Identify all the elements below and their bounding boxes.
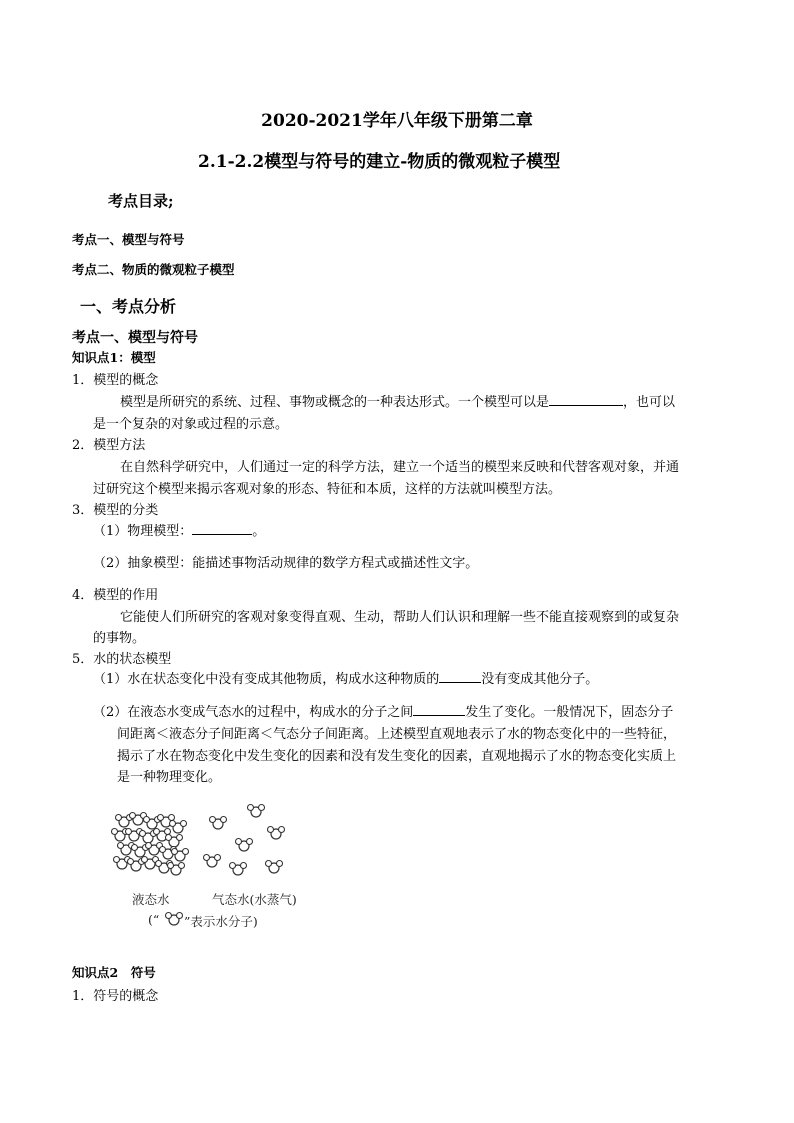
item4-title: 4．模型的作用 — [72, 588, 159, 603]
section-heading: 一、考点分析 — [80, 297, 177, 316]
toc-item-2: 考点二、物质的微观粒子模型 — [72, 262, 235, 277]
item2-title: 2．模型方法 — [72, 438, 146, 453]
item1-text-line2: 是一个复杂的对象或过程的示意。 — [93, 417, 289, 432]
toc-heading: 考点目录; — [108, 192, 174, 210]
item5-sub2-line3: 揭示了水在物态变化中发生变化的因素和没有发生变化的因素，直观地揭示了水的物态变化实质上 — [117, 749, 677, 764]
item5-sub2-a: （2）在液态水变成气态水的过程中，构成水的分子之间 — [93, 705, 414, 720]
toc-item-1: 考点一、模型与符号 — [72, 232, 185, 247]
item5-sub2-b: 发生了变化。一般情况下，固态分子 — [465, 705, 674, 720]
item5-sub1 — [93, 668, 598, 687]
item2-text-line1: 在自然科学研究中，人们通过一定的科学方法，建立一个适当的模型来反映和代替客观对象，并通 — [120, 460, 680, 475]
water-state-figure — [108, 800, 318, 935]
page-subtitle: 2.1-2.2模型与符号的建立-物质的微观粒子模型 — [198, 152, 561, 172]
water-molecule-icon — [166, 913, 183, 926]
item1-text-a: 模型是所研究的系统、过程、事物或概念的一种表达形式。一个模型可以是 — [120, 395, 550, 410]
item3-sub2: （2）抽象模型：能描述事物活动规律的数学方程式或描述性文字。 — [93, 556, 479, 571]
item5-sub2-line2: 间距离＜液态分子间距离＜气态分子间距离。上述模型直观地表示了水的物态变化中的一些特征， — [117, 727, 677, 742]
item5-sub1-a: （1）水在状态变化中没有变成其他物质，构成水这种物质的 — [93, 672, 440, 687]
gas-water-molecules — [204, 805, 285, 876]
fill-blank-4[interactable] — [413, 702, 465, 716]
item5-sub1-b: 没有变成其他分子。 — [481, 672, 599, 687]
item1-text-line1 — [120, 391, 675, 410]
fill-blank-2[interactable] — [192, 521, 252, 535]
item5-sub2-line1 — [93, 701, 673, 720]
kp2-title: 知识点2 符号 — [72, 965, 156, 980]
section1-title: 考点一、模型与符号 — [72, 330, 198, 346]
item2-text-line2: 过研究这个模型来揭示客观对象的形态、特征和本质，这样的方法就叫模型方法。 — [93, 482, 562, 497]
kp1-title: 知识点1：模型 — [72, 350, 156, 365]
item4-text-line1: 它能使人们所研究的客观对象变得直观、生动，帮助人们认识和理解一些不能直接观察到的或复杂 — [120, 610, 680, 625]
fill-blank-3[interactable] — [439, 669, 481, 683]
label-gas-water: 气态水(水蒸气) — [212, 892, 297, 907]
item3-title: 3．模型的分类 — [72, 503, 159, 518]
item3-sub1-a: （1）物理模型： — [93, 524, 193, 539]
figure-caption-a: (“ — [148, 912, 160, 927]
fill-blank-1[interactable] — [549, 392, 623, 406]
page-title: 2020-2021学年八年级下册第二章 — [261, 111, 533, 131]
liquid-water-molecules — [112, 813, 189, 876]
item3-sub1 — [93, 520, 265, 539]
item3-sub1-b: 。 — [252, 524, 266, 539]
item1-text-b: ，也可以 — [623, 395, 676, 410]
item5-sub2-line4: 是一种物理变化。 — [117, 770, 222, 785]
item4-text-line2: 的事物。 — [93, 631, 146, 646]
item1-title: 1．模型的概念 — [72, 373, 159, 388]
label-liquid-water: 液态水 — [132, 892, 170, 907]
kp2-item1-title: 1．符号的概念 — [72, 989, 159, 1004]
item5-title: 5．水的状态模型 — [72, 652, 172, 667]
figure-caption-b: ”表示水分子) — [184, 914, 258, 929]
